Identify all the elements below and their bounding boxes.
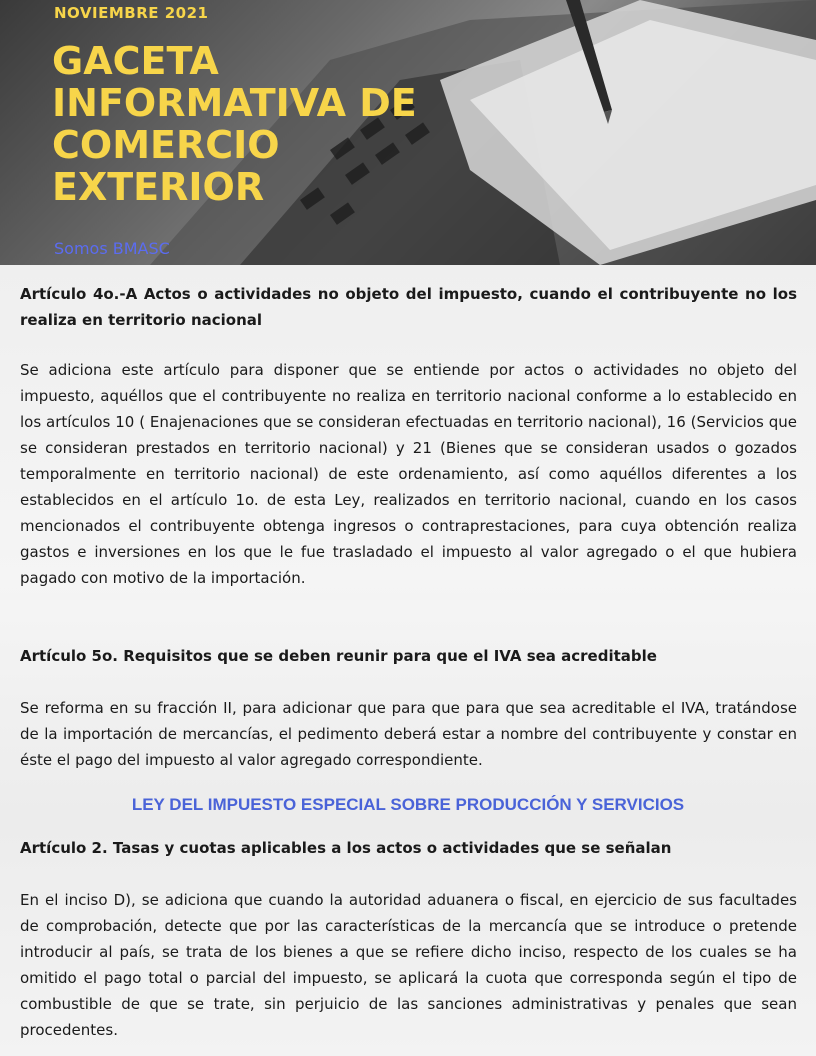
article-2-text: En el inciso D), se adiciona que cuando la autoridad aduanera o fiscal, en ejercicio de sus facultades de comprobación, detecte que por las características de la mercancía que se introduce o pretende introducir al país, se trata de los bienes a que se refiere dicho inciso, respecto de los cuales se ha omitido el pago total o parcial del impuesto, se aplicará la cuota que corresponda según el tipo de combustible de que se trate, sin perjuicio de las sanciones administrativas y penales que sean procedentes. <box>20 891 797 1039</box>
title-line: GACETA <box>52 39 219 83</box>
issue-date: NOVIEMBRE 2021 <box>54 4 209 22</box>
title-line: COMERCIO <box>52 123 280 167</box>
subtitle: Somos BMASC <box>54 239 170 258</box>
section-heading: LEY DEL IMPUESTO ESPECIAL SOBRE PRODUCCIÓN Y SERVICIOS <box>131 795 685 814</box>
header-banner <box>0 0 816 265</box>
page-title <box>52 40 472 208</box>
article-4-heading: Artículo 4o.-A Actos o actividades no objeto del impuesto, cuando el contribuyente no los realiza en territorio nacional <box>20 285 797 329</box>
article-5-text: Se reforma en su fracción II, para adicionar que para que para que sea acreditable el IVA, tratándose de la importación de mercancías, el pedimento deberá estar a nombre del contribuyente y constar en éste el pago del impuesto al valor agregado correspondiente. <box>20 699 797 769</box>
article-4-text: Se adiciona este artículo para disponer que se entiende por actos o actividades no objeto del impuesto, aquéllos que el contribuyente no realiza en territorio nacional conforme a lo establecido en los artículos 10 ( Enajenaciones que se consideran efectuadas en territorio nacional), 16 (Servicios que se consideran prestados en territorio nacional) y 21 (Bienes que se consideran usados o gozados temporalmente en territorio nacional) de este ordenamiento, así como aquéllos diferentes a los establecidos en el artículo 1o. de esta Ley, realizados en territorio nacional, cuando en los casos mencionados el contribuyente obtenga ingresos o contraprestaciones, para cuya obtención realiza gastos e inversiones en los que le fue trasladado el impuesto al valor agregado o el que hubiera pagado con motivo de la importación. <box>20 361 797 587</box>
article-5-heading: Artículo 5o. Requisitos que se deben reunir para que el IVA sea acreditable <box>20 647 657 665</box>
title-line: INFORMATIVA DE <box>52 81 417 125</box>
article-2-heading: Artículo 2. Tasas y cuotas aplicables a los actos o actividades que se señalan <box>20 839 672 857</box>
title-line: EXTERIOR <box>52 165 265 209</box>
